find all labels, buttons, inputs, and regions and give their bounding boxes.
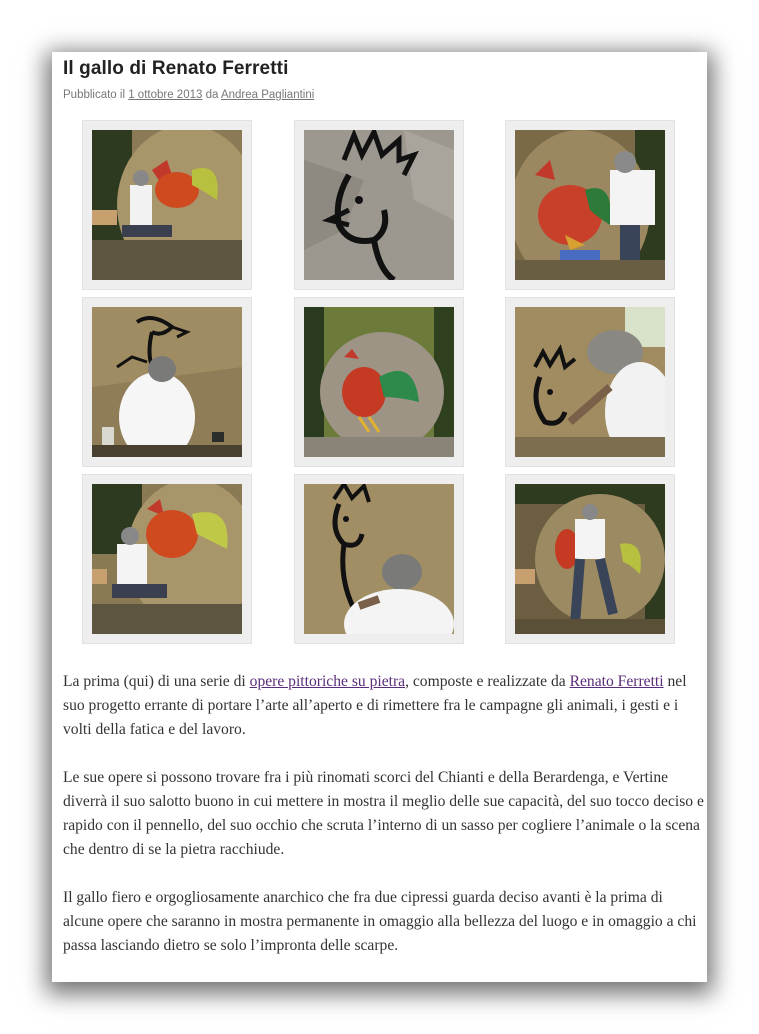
gallery-thumb-3[interactable]	[505, 120, 675, 290]
content-paragraph-2: Le sue opere si possono trovare fra i più rinomati scorci del Chianti e della Berardenga, e Vertine diverrà il suo salotto buono in cui mettere in mostra il meglio delle sue capacità, del suo tocco deciso e rapido con il pennello, del suo occhio che scruta l’interno di un sasso per cogliere l’animale o la scena che dentro di se la pietra racchiude.	[63, 769, 704, 858]
gallery-image-7	[92, 484, 242, 634]
stone-paintings-link[interactable]: opere pittoriche su pietra	[249, 673, 406, 690]
gallery-image-1	[92, 130, 242, 280]
gallery-image-4	[92, 307, 242, 457]
gallery-thumb-4[interactable]	[82, 297, 252, 467]
artist-link[interactable]: Renato Ferretti	[569, 673, 664, 690]
gallery-thumb-5[interactable]	[294, 297, 464, 467]
post-content	[63, 670, 705, 982]
post-date-link[interactable]: 1 ottobre 2013	[128, 89, 203, 101]
p1-text-c: nel suo progetto errante di portare l’arte all’aperto e di rimettere fra le campagne gli animali, i gesti e i volti della fatica e del lavoro.	[63, 673, 687, 738]
content-paragraph-3: Il gallo fiero e orgogliosamente anarchico che fra due cipressi guarda deciso avanti è la prima di alcune opere che saranno in mostra permanente in omaggio alla bellezza del luogo e in omaggio a chi passa lasciando dietro se solo l’impronta delle scarpe.	[63, 889, 697, 954]
p1-text-b: , composte e realizzate da	[405, 673, 570, 690]
gallery-image-9	[515, 484, 665, 634]
author-link[interactable]: Andrea Pagliantini	[220, 89, 315, 101]
meta-by: da	[205, 89, 219, 101]
gallery-thumb-6[interactable]	[505, 297, 675, 467]
gallery-image-5	[304, 307, 454, 457]
gallery-image-3	[515, 130, 665, 280]
photo-gallery	[82, 120, 675, 644]
gallery-thumb-9[interactable]	[505, 474, 675, 644]
meta-prefix: Pubblicato il	[63, 89, 126, 101]
post-meta	[63, 89, 314, 101]
p1-text-a: La prima (qui) di una serie di	[63, 673, 250, 690]
post-card	[52, 52, 707, 982]
gallery-thumb-7[interactable]	[82, 474, 252, 644]
gallery-thumb-1[interactable]	[82, 120, 252, 290]
gallery-thumb-8[interactable]	[294, 474, 464, 644]
content-paragraph-1	[63, 670, 705, 742]
gallery-image-2	[304, 130, 454, 280]
gallery-image-8	[304, 484, 454, 634]
gallery-image-6	[515, 307, 665, 457]
gallery-thumb-2[interactable]	[294, 120, 464, 290]
post-title[interactable]: Il gallo di Renato Ferretti	[63, 58, 289, 79]
